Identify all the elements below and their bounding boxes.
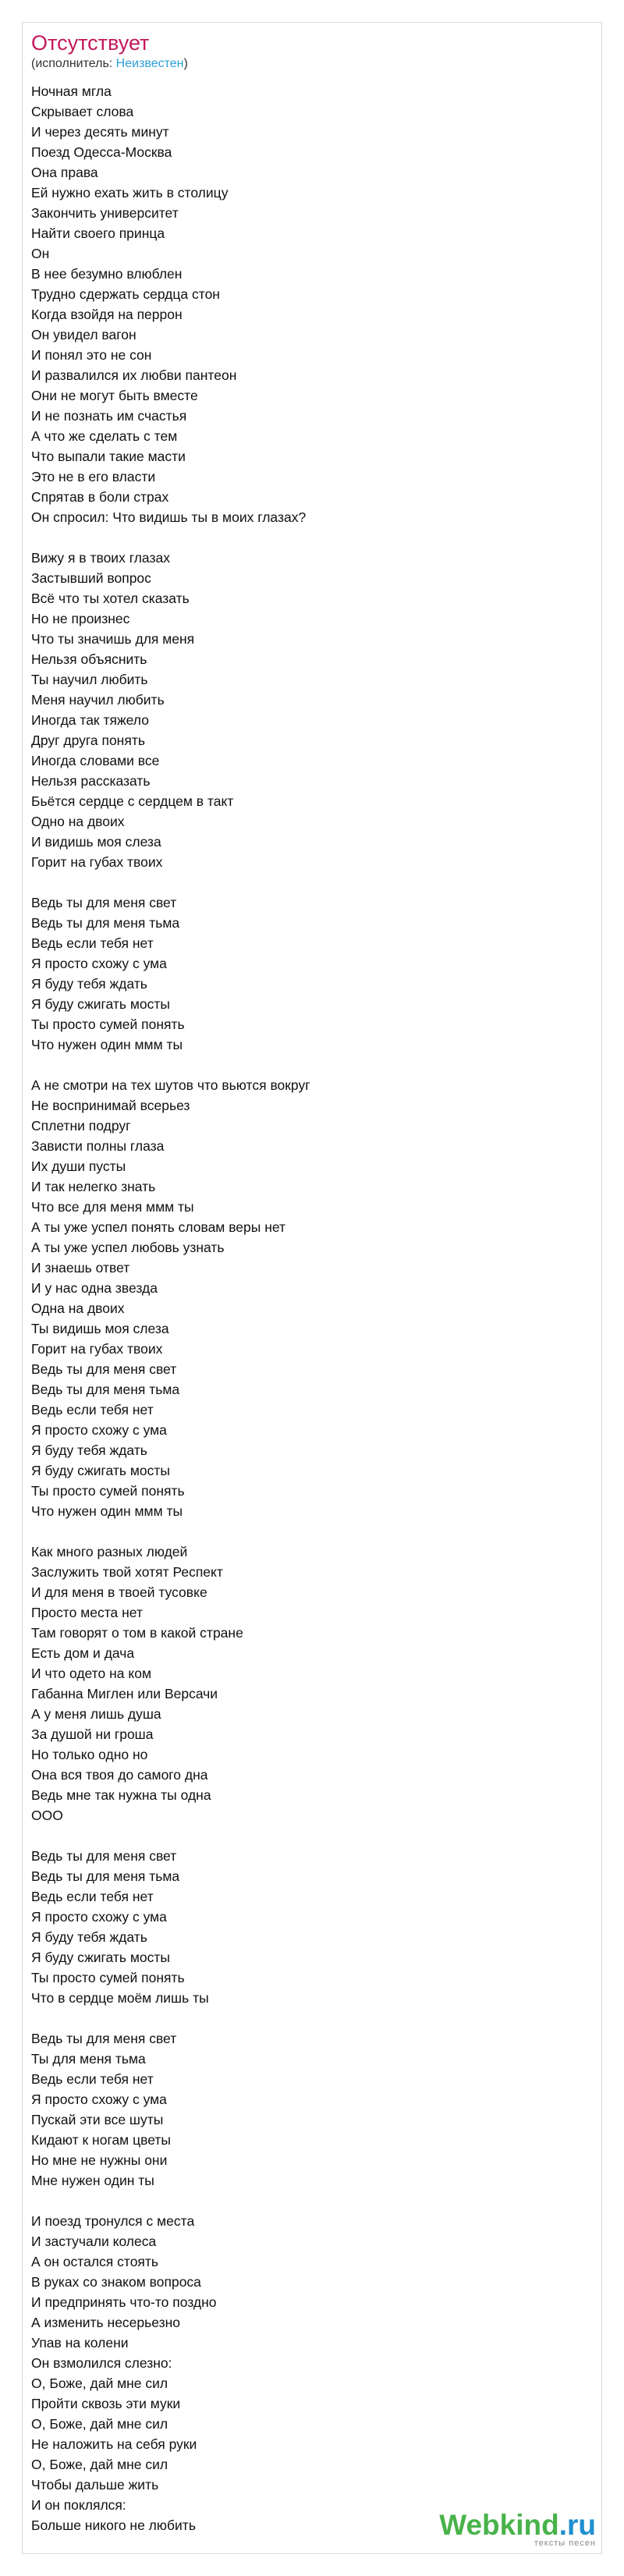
artist-link[interactable]: Неизвестен	[115, 57, 184, 70]
lyric-line: О, Боже, дай мне сил	[31, 2376, 168, 2391]
logo-main-text: Webkind	[439, 2509, 559, 2541]
lyric-line: Пройти сквозь эти муки	[31, 2396, 181, 2411]
lyric-line: Габанна Миглен или Версачи	[31, 1686, 218, 1701]
lyric-line: А ты уже успел понять словам веры нет	[31, 1219, 286, 1235]
song-title: Отсутствует	[31, 31, 150, 55]
lyric-line: Зависти полны глаза	[31, 1138, 165, 1154]
lyric-line: О, Боже, дай мне сил	[31, 2457, 168, 2472]
lyric-line: В нее безумно влюблен	[31, 266, 183, 282]
lyric-line: Горит на губах твоих	[31, 1341, 163, 1357]
lyric-line: А что же сделать с тем	[31, 428, 178, 444]
lyric-line: Горит на губах твоих	[31, 854, 163, 870]
lyric-line: Ведь если тебя нет	[31, 935, 154, 951]
lyric-line: И знаешь ответ	[31, 1260, 130, 1276]
lyric-line: И у нас одна звезда	[31, 1280, 158, 1296]
lyric-line: Я буду тебя ждать	[31, 976, 147, 992]
stanza-gap	[31, 1521, 577, 1542]
lyric-line: Иногда словами все	[31, 753, 160, 768]
stanza-gap	[31, 1826, 577, 1846]
lyric-line: Что выпали такие масти	[31, 449, 186, 464]
lyric-line: Я буду тебя ждать	[31, 1442, 147, 1458]
lyric-line: Что в сердце моём лишь ты	[31, 1990, 209, 2006]
lyric-line: И что одето на ком	[31, 1666, 151, 1681]
lyric-line: Не наложить на себя руки	[31, 2436, 197, 2452]
lyric-line: Я буду тебя ждать	[31, 1929, 147, 1945]
lyric-line: Я буду сжигать мосты	[31, 1950, 171, 1965]
lyric-line: Что нужен один ммм ты	[31, 1037, 183, 1052]
lyric-line: Заслужить твой хотят Респект	[31, 1564, 223, 1580]
lyric-line: Сплетни подруг	[31, 1118, 131, 1134]
lyric-line: Нельзя объяснить	[31, 651, 147, 667]
logo-wordmark	[439, 2510, 596, 2540]
lyric-line: Трудно сдержать сердца стон	[31, 286, 220, 302]
lyric-line: Чтобы дальше жить	[31, 2477, 159, 2493]
lyric-line: Как много разных людей	[31, 1544, 188, 1559]
lyric-line: Ведь ты для меня свет	[31, 2031, 177, 2046]
lyric-line: Что все для меня ммм ты	[31, 1199, 194, 1215]
lyric-line: Я просто схожу с ума	[31, 2092, 167, 2107]
lyric-line: Ты просто сумей понять	[31, 1970, 185, 1985]
lyric-line: А изменить несерьезно	[31, 2315, 181, 2330]
lyric-line: Она права	[31, 165, 98, 180]
lyric-line: Ведь если тебя нет	[31, 1889, 154, 1904]
lyric-line: И развалился их любви пантеон	[31, 367, 237, 383]
lyrics-body	[31, 81, 577, 2535]
lyric-line: ООО	[31, 1808, 63, 1823]
lyric-line: А ты уже успел любовь узнать	[31, 1240, 225, 1255]
lyric-line: Просто места нет	[31, 1605, 143, 1620]
lyric-line: Он спросил: Что видишь ты в моих глазах?	[31, 509, 307, 525]
lyric-line: Ведь ты для меня свет	[31, 1848, 177, 1864]
lyric-line: Не воспринимай всерьез	[31, 1098, 190, 1113]
lyric-line: Что нужен один ммм ты	[31, 1503, 183, 1519]
lyric-line: Меня научил любить	[31, 692, 165, 708]
lyric-line: Ведь ты для меня свет	[31, 895, 177, 910]
lyric-line: Есть дом и дача	[31, 1645, 135, 1661]
lyric-line: Ты видишь моя слеза	[31, 1321, 169, 1336]
artist-line	[31, 56, 188, 72]
lyric-line: Они не могут быть вместе	[31, 388, 198, 403]
lyric-line: Ведь ты для меня тьма	[31, 1382, 180, 1397]
lyric-line: Я буду сжигать мосты	[31, 1463, 171, 1478]
lyric-line: Найти своего принца	[31, 225, 165, 241]
lyric-line: Друг друга понять	[31, 733, 145, 748]
lyric-line: Бьётся сердце с сердцем в такт	[31, 793, 234, 809]
lyric-line: Кидают к ногам цветы	[31, 2132, 171, 2148]
lyric-line: Нельзя рассказать	[31, 773, 151, 789]
lyric-line: Но только одно но	[31, 1747, 148, 1762]
lyric-line: Я просто схожу с ума	[31, 1422, 167, 1438]
lyric-line: Но мне не нужны они	[31, 2152, 168, 2168]
lyric-line: И для меня в твоей тусовке	[31, 1584, 207, 1600]
lyric-line: Что ты значишь для меня	[31, 631, 195, 647]
lyric-line: Больше никого не любить	[31, 2517, 196, 2533]
lyric-line: Ведь ты для меня тьма	[31, 1868, 180, 1884]
lyric-line: И видишь моя слеза	[31, 834, 161, 850]
stanza-gap	[31, 2191, 577, 2211]
stanza-gap	[31, 1055, 577, 1075]
lyric-line: А не смотри на тех шутов что вьются вокруг	[31, 1077, 310, 1093]
artist-suffix: )	[183, 57, 188, 70]
lyric-line: Поезд Одесса-Москва	[31, 144, 172, 160]
lyric-line: Ведь ты для меня тьма	[31, 915, 180, 931]
lyric-line: А у меня лишь душа	[31, 1706, 161, 1722]
stanza-gap	[31, 872, 577, 892]
lyric-line: Одно на двоих	[31, 814, 125, 829]
lyric-line: Упав на колени	[31, 2335, 129, 2351]
logo-tld: .ru	[558, 2509, 596, 2541]
lyric-line: Он взмолился слезно:	[31, 2355, 172, 2371]
lyric-line: Мне нужен один ты	[31, 2173, 154, 2188]
lyric-line: Она вся твоя до самого дна	[31, 1767, 208, 1783]
lyric-line: Я буду сжигать мосты	[31, 996, 171, 1012]
lyric-line: Ведь мне так нужна ты одна	[31, 1787, 211, 1803]
lyric-line: За душой ни гроша	[31, 1726, 154, 1742]
lyric-line: Ведь ты для меня свет	[31, 1361, 177, 1377]
lyric-line: Там говорят о том в какой стране	[31, 1625, 243, 1641]
lyric-line: Одна на двоих	[31, 1300, 125, 1316]
stanza-gap	[31, 527, 577, 548]
logo-tagline: тексты песен	[534, 2539, 596, 2548]
lyric-line: Ты просто сумей понять	[31, 1017, 185, 1032]
lyric-line: Когда взойдя на перрон	[31, 307, 183, 322]
lyric-line: Ведь если тебя нет	[31, 1402, 154, 1418]
lyric-line: И поезд тронулся с места	[31, 2213, 195, 2229]
lyric-line: Ночная мгла	[31, 83, 112, 99]
lyric-line: Он увидел вагон	[31, 327, 136, 342]
site-logo[interactable]	[439, 2510, 596, 2548]
lyric-line: И понял это не сон	[31, 347, 152, 363]
lyric-line: Закончить университет	[31, 205, 179, 221]
lyric-line: И так нелегко знать	[31, 1179, 156, 1194]
lyric-line: И через десять минут	[31, 124, 169, 140]
lyric-line: И предпринять что-то поздно	[31, 2294, 217, 2310]
lyric-line: Но не произнес	[31, 611, 130, 626]
lyric-line: И он поклялся:	[31, 2497, 126, 2513]
lyric-line: Пускай эти все шуты	[31, 2112, 164, 2127]
lyric-line: О, Боже, дай мне сил	[31, 2416, 168, 2432]
lyric-line: Их души пусты	[31, 1158, 126, 1174]
lyric-line: Вижу я в твоих глазах	[31, 550, 170, 566]
lyric-line: Всё что ты хотел сказать	[31, 591, 190, 606]
lyric-line: Застывший вопрос	[31, 570, 151, 586]
lyric-line: Я просто схожу с ума	[31, 1909, 167, 1925]
lyric-line: Ты просто сумей понять	[31, 1483, 185, 1499]
lyric-line: А он остался стоять	[31, 2254, 159, 2269]
lyric-line: Он	[31, 246, 50, 261]
lyric-line: Это не в его власти	[31, 469, 156, 484]
lyric-line: Я просто схожу с ума	[31, 956, 167, 971]
stanza-gap	[31, 2008, 577, 2028]
lyric-line: И не познать им счастья	[31, 408, 187, 424]
lyric-line: Ведь если тебя нет	[31, 2071, 154, 2087]
lyric-line: Ты для меня тьма	[31, 2051, 146, 2067]
lyric-line: В руках со знаком вопроса	[31, 2274, 201, 2290]
lyric-line: Ей нужно ехать жить в столицу	[31, 185, 229, 200]
lyric-line: И застучали колеса	[31, 2234, 157, 2249]
lyric-line: Ты научил любить	[31, 672, 148, 687]
lyric-line: Скрывает слова	[31, 104, 134, 119]
artist-prefix: (исполнитель:	[31, 57, 116, 70]
lyric-line: Иногда так тяжело	[31, 712, 149, 728]
lyric-line: Спрятав в боли страх	[31, 489, 169, 505]
